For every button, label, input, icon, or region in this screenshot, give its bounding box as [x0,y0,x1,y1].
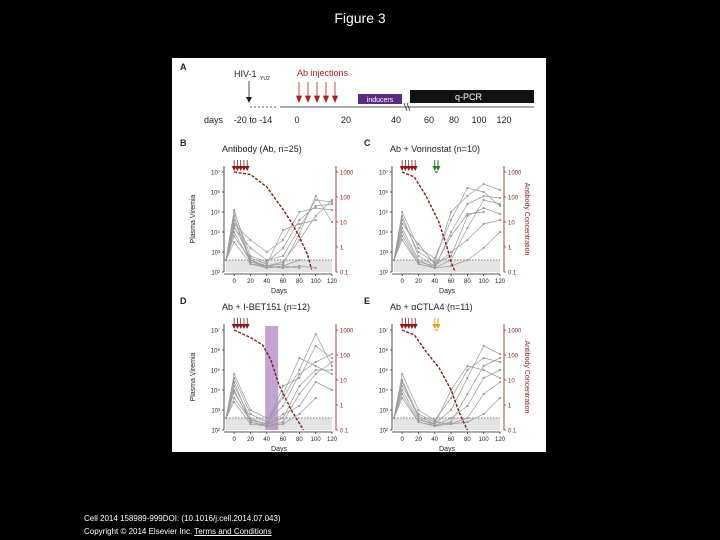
chart-panel-b [180,138,354,295]
viremia-point [282,255,284,257]
viremia-point [282,423,284,425]
viremia-point [434,257,436,259]
viremia-point [282,267,284,269]
viremia-point [315,219,317,221]
viremia-point [466,377,468,379]
viremia-point [315,361,317,363]
viremia-point [249,247,251,249]
viremia-point [417,255,419,257]
y-tick-label: 10² [211,270,220,277]
viremia-point [298,405,300,407]
x-tick-label: 80 [464,279,471,285]
viremia-point [282,421,284,423]
viremia-point [315,215,317,217]
x-tick-label: 0 [400,437,404,443]
x-tick-label: 0 [232,437,236,443]
x-tick-label: 20 [415,279,422,285]
viremia-point [331,361,333,363]
y-tick-label: 10³ [211,250,220,257]
x-tick-label: 100 [310,279,321,285]
viremia-point [401,239,403,241]
figure-graphic [172,58,546,452]
viremia-point [483,195,485,197]
viremia-point [266,251,268,253]
viremia-point [483,223,485,225]
viremia-point [499,397,501,399]
viremia-point [331,389,333,391]
y2-tick-label: 1000 [340,328,354,335]
viremia-point [450,219,452,221]
viremia-point [466,365,468,367]
viremia-point [298,393,300,395]
viremia-point [298,373,300,375]
viremia-point [298,219,300,221]
x-tick-label: 20 [415,437,422,443]
viremia-point [466,405,468,407]
viremia-point [282,247,284,249]
y-tick-label: 10⁷ [211,170,220,177]
viremia-point [282,229,284,231]
viremia-point [434,425,436,427]
viremia-point [266,267,268,269]
viremia-point [331,373,333,375]
viremia-point [298,267,300,269]
viremia-point [266,417,268,419]
virus-label: HIV-1 [234,69,257,79]
viremia-point [466,227,468,229]
viremia-point [434,265,436,267]
citation-text: Cell 2014 158989-999DOI: (10.1016/j.cell.2014.07.043) [84,514,281,523]
viremia-point [331,369,333,371]
viremia-point [249,413,251,415]
y2-axis-label: Antibody Concentration [523,182,530,256]
panel-title: Ab + αCTLA4 (n=11) [390,302,473,312]
viremia-point [331,221,333,223]
y2-tick-label: 10 [340,378,347,385]
viremia-point [466,187,468,189]
injection-marker-head [245,324,250,329]
y-tick-label: 10⁶ [378,190,388,197]
viremia-point [417,263,419,265]
viremia-point [298,385,300,387]
viremia-point [331,365,333,367]
x-tick-label: 60 [279,437,287,443]
panel-title: Antibody (Ab, n=25) [222,144,302,154]
y-tick-label: 10³ [211,408,220,415]
y-tick-label: 10² [379,428,388,435]
panel-letter: D [180,296,187,306]
viremia-point [233,241,235,243]
y-axis-label: Plasma Viremia [190,352,197,402]
viremia-point [315,267,317,269]
slide-title: Figure 3 [334,10,386,26]
viremia-point [483,191,485,193]
viremia-point [450,409,452,411]
viremia-point [282,405,284,407]
x-tick-label: 100 [478,279,489,285]
detection-region [226,260,332,272]
viremia-point [282,239,284,241]
inducer-marker-head [436,166,441,171]
y-tick-label: 10² [379,270,388,277]
panel-a-letter: A [180,62,187,72]
viremia-point [233,235,235,237]
viremia-point [298,265,300,267]
viremia-point [466,239,468,241]
viremia-point [266,425,268,427]
viremia-point [483,345,485,347]
x-tick-label: 20 [247,279,254,285]
viremia-point [483,365,485,367]
viremia-point [483,393,485,395]
y2-tick-label: 1 [340,245,344,252]
viremia-point [225,259,227,261]
x-tick-label: 120 [494,437,506,443]
viremia-point [499,357,501,359]
viremia-series-line [226,204,332,262]
viremia-point [466,259,468,261]
x-tick-label: 40 [431,437,439,443]
inducer-marker-head [436,324,441,329]
viremia-point [233,223,235,225]
viremia-point [282,397,284,399]
viremia-point [249,261,251,263]
viremia-point [266,263,268,265]
viremia-point [315,397,317,399]
viremia-point [266,265,268,267]
viremia-point [331,357,333,359]
x-tick-label: 80 [296,279,303,285]
injection-marker-head [245,166,250,171]
viremia-point [233,373,235,375]
viremia-point [331,199,333,201]
y2-tick-label: 0.1 [340,270,349,277]
x-tick-label: 40 [263,279,271,285]
viremia-point [298,357,300,359]
days-prefix: days [204,115,224,125]
viremia-point [466,421,468,423]
y-tick-label: 10⁶ [210,348,220,355]
y2-tick-label: 1 [508,403,512,410]
viremia-point [315,207,317,209]
viremia-point [315,195,317,197]
figure-panel [172,58,546,452]
viremia-point [315,381,317,383]
y2-tick-label: 10 [508,378,515,385]
viremia-point [499,369,501,371]
tick-label: 100 [471,115,487,125]
copyright-text: Copyright © 2014 Elsevier Inc. [84,527,193,536]
viremia-point [401,393,403,395]
viremia-point [450,235,452,237]
viremia-point [466,203,468,205]
x-tick-label: 0 [232,279,236,285]
y2-tick-label: 100 [508,353,519,360]
panel-letter: E [364,296,371,306]
viremia-point [499,231,501,233]
viremia-point [233,209,235,211]
y2-tick-label: 1 [508,245,512,252]
viremia-point [233,381,235,383]
x-tick-label: 120 [326,437,338,443]
viremia-point [233,401,235,403]
injection-arrows [297,82,338,102]
y2-axis-label: Antibody Concentration [523,340,530,414]
infection-arrowhead [246,97,252,103]
viremia-point [401,373,403,375]
viremia-point [249,409,251,411]
panel-letter: B [180,138,187,148]
viremia-point [233,225,235,227]
viremia-point [499,203,501,205]
viremia-point [466,417,468,419]
y-axis-label: Plasma Viremia [190,194,197,244]
viremia-point [282,417,284,419]
y-tick-label: 10⁴ [378,230,388,237]
viremia-point [298,223,300,225]
viremia-point [233,391,235,393]
y-tick-label: 10⁶ [210,190,220,197]
viremia-point [282,413,284,415]
viremia-point [282,385,284,387]
viremia-point [298,259,300,261]
x-tick-label: 120 [494,279,506,285]
viremia-point [282,265,284,267]
panel-letter: C [364,138,371,148]
y-tick-label: 10⁵ [210,210,220,217]
viremia-point [417,247,419,249]
panel-a-timeline [180,62,534,125]
panel-title: Ab + Vorinostat (n=10) [390,144,481,154]
y2-tick-label: 0.1 [508,428,517,435]
viremia-point [315,345,317,347]
viremia-point [417,243,419,245]
x-tick-label: 40 [431,279,439,285]
viremia-point [401,223,403,225]
viremia-point [450,251,452,253]
viremia-point [331,209,333,211]
viremia-point [499,219,501,221]
viremia-point [315,365,317,367]
viremia-point [466,369,468,371]
viremia-series-line [226,354,332,422]
viremia-point [499,205,501,207]
qpcr-label: q-PCR [455,92,483,102]
y-tick-label: 10⁷ [379,170,388,177]
viremia-point [401,379,403,381]
y2-tick-label: 1000 [340,170,354,177]
viremia-point [417,415,419,417]
injection-marker-head [413,166,418,171]
viremia-point [450,417,452,419]
viremia-point [466,393,468,395]
y2-tick-label: 1000 [508,328,522,335]
viremia-point [434,419,436,421]
y2-tick-label: 10 [340,220,347,227]
viremia-point [315,369,317,371]
viremia-series-line [226,362,332,426]
y-tick-label: 10³ [379,250,388,257]
viremia-point [450,423,452,425]
injections-label: Ab injections [297,68,349,78]
viremia-point [401,211,403,213]
viremia-point [483,247,485,249]
panel-title: Ab + I-BET151 (n=12) [222,302,311,312]
y2-tick-label: 100 [340,353,351,360]
y-tick-label: 10⁴ [378,388,388,395]
viremia-point [282,263,284,265]
x-axis-label: Days [439,288,455,295]
viremia-point [466,195,468,197]
viremia-series-line [394,358,500,420]
viremia-point [483,211,485,213]
tick-label: 20 [340,115,352,125]
x-tick-label: 60 [447,437,455,443]
y2-tick-label: 1000 [508,170,522,177]
viremia-point [483,377,485,379]
y-tick-label: 10⁶ [378,348,388,355]
inducers-label: inducers [366,97,394,104]
chart-panel-c [364,138,530,295]
viremia-point [233,219,235,221]
terms-link[interactable]: Terms and Conditions [194,527,272,536]
viremia-point [315,205,317,207]
x-tick-label: 60 [447,279,455,285]
y2-tick-label: 0.1 [340,428,349,435]
injection-marker-head [413,324,418,329]
viremia-point [401,231,403,233]
y-tick-label: 10⁴ [210,230,220,237]
viremia-point [233,397,235,399]
viremia-point [249,239,251,241]
viremia-point [393,417,395,419]
viremia-point [225,417,227,419]
viremia-point [331,203,333,205]
viremia-point [249,423,251,425]
viremia-point [499,353,501,355]
viremia-point [450,397,452,399]
viremia-series-line [394,358,500,426]
tick-label: -20 to -14 [233,115,273,125]
viremia-point [466,213,468,215]
y-tick-label: 10³ [379,408,388,415]
chart-panel-d [180,296,354,452]
x-axis-label: Days [271,288,287,295]
viremia-point [450,211,452,213]
viremia-point [298,413,300,415]
viremia-point [434,267,436,269]
y-tick-label: 10⁵ [210,368,220,375]
y-tick-label: 10⁷ [211,328,220,335]
viremia-point [393,259,395,261]
y2-tick-label: 100 [340,195,351,202]
x-axis-label: Days [439,446,455,452]
x-tick-label: 80 [464,437,471,443]
x-axis-label: Days [271,446,287,452]
chart-panel-e [364,296,530,452]
viremia-point [483,369,485,371]
tick-label: 40 [390,115,402,125]
viremia-point [499,361,501,363]
x-tick-label: 80 [296,437,303,443]
viremia-point [401,215,403,217]
y-tick-label: 10⁵ [378,210,388,217]
viremia-point [483,183,485,185]
viremia-point [450,231,452,233]
viremia-point [417,251,419,253]
x-tick-label: 0 [400,279,404,285]
virus-subscript: YU2 [260,76,270,82]
viremia-point [499,197,501,199]
viremia-point [331,353,333,355]
viremia-point [298,227,300,229]
viremia-point [315,199,317,201]
x-tick-label: 40 [263,437,271,443]
viremia-point [499,213,501,215]
y-tick-label: 10² [211,428,220,435]
viremia-series-line [394,196,500,268]
viremia-point [483,413,485,415]
viremia-point [249,263,251,265]
viremia-point [499,189,501,191]
y2-tick-label: 100 [508,195,519,202]
y-tick-label: 10⁷ [379,328,388,335]
viremia-point [499,381,501,383]
viremia-point [483,199,485,201]
viremia-point [298,211,300,213]
viremia-point [483,357,485,359]
x-tick-label: 100 [478,437,489,443]
tick-label: 60 [423,115,435,125]
x-tick-label: 20 [247,437,254,443]
viremia-point [450,421,452,423]
viremia-point [434,423,436,425]
x-tick-label: 120 [326,279,338,285]
viremia-point [417,409,419,411]
y-tick-label: 10⁵ [378,368,388,375]
y2-tick-label: 1 [340,403,344,410]
x-tick-label: 60 [279,279,287,285]
viremia-point [266,259,268,261]
viremia-point [315,333,317,335]
viremia-point [298,377,300,379]
viremia-point [417,421,419,423]
y2-tick-label: 0.1 [508,270,517,277]
y-tick-label: 10⁴ [210,388,220,395]
x-tick-label: 100 [310,437,321,443]
viremia-point [298,369,300,371]
y2-tick-label: 10 [508,220,515,227]
viremia-point [315,373,317,375]
viremia-point [499,377,501,379]
copyright-line [84,527,272,536]
tick-label: 80 [448,115,460,125]
viremia-point [483,207,485,209]
tick-label: 120 [496,115,512,125]
tick-label: 0 [294,115,300,125]
